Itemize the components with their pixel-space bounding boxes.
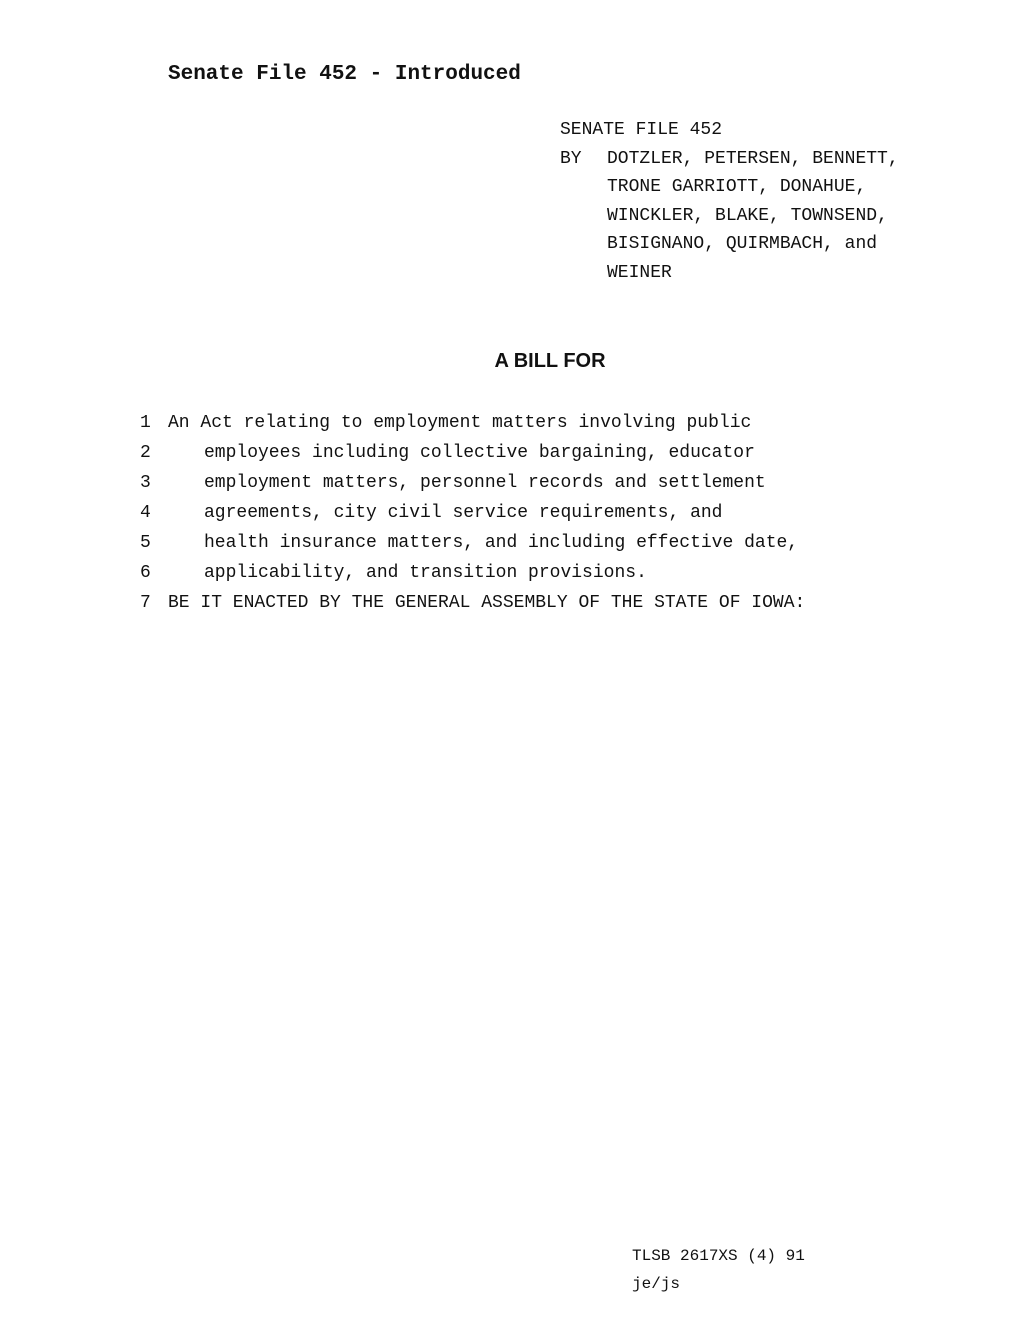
bill-line [140, 498, 805, 528]
sponsor-block [560, 116, 899, 288]
line-text: An Act relating to employment matters involving public [168, 413, 752, 433]
bill-line [140, 468, 805, 498]
line-text: BE IT ENACTED BY THE GENERAL ASSEMBLY OF THE STATE OF IOWA: [168, 593, 806, 613]
footer-initials: je/js [632, 1275, 681, 1293]
line-number: 3 [140, 473, 151, 493]
by-label: BY [560, 148, 582, 169]
senate-file-label: SENATE FILE 452 [560, 120, 723, 140]
footer-code: TLSB 2617XS (4) 91 [632, 1247, 805, 1265]
line-text: employment matters, personnel records and settlement [204, 473, 766, 493]
bill-line [140, 408, 805, 438]
sponsor-name-line: BISIGNANO, QUIRMBACH, and [607, 234, 878, 255]
sponsor-name-line: TRONE GARRIOTT, DONAHUE, [607, 177, 867, 198]
sponsor-name-line: WINCKLER, BLAKE, TOWNSEND, [607, 205, 888, 226]
line-number: 1 [140, 413, 151, 433]
line-text: applicability, and transition provisions. [204, 563, 647, 583]
sponsor-names [607, 145, 899, 288]
line-number: 6 [140, 563, 151, 583]
sponsor-name-line: DOTZLER, PETERSEN, BENNETT, [607, 148, 899, 169]
page-title: Senate File 452 - Introduced [168, 63, 521, 86]
bill-heading: A BILL FOR [494, 350, 606, 372]
bill-line [140, 558, 805, 588]
bill-line [140, 588, 805, 618]
line-text: agreements, city civil service requirements, and [204, 503, 723, 523]
bill-line [140, 438, 805, 468]
document-footer [632, 1242, 805, 1298]
line-number: 2 [140, 443, 151, 463]
line-text: health insurance matters, and including effective date, [204, 533, 799, 553]
sponsors-row [560, 145, 899, 288]
bill-line [140, 528, 805, 558]
line-number: 5 [140, 533, 151, 553]
line-number: 7 [140, 593, 151, 613]
line-number: 4 [140, 503, 151, 523]
line-text: employees including collective bargaining, educator [204, 443, 755, 463]
bill-text [140, 408, 805, 618]
sponsor-name-line: WEINER [607, 262, 672, 283]
